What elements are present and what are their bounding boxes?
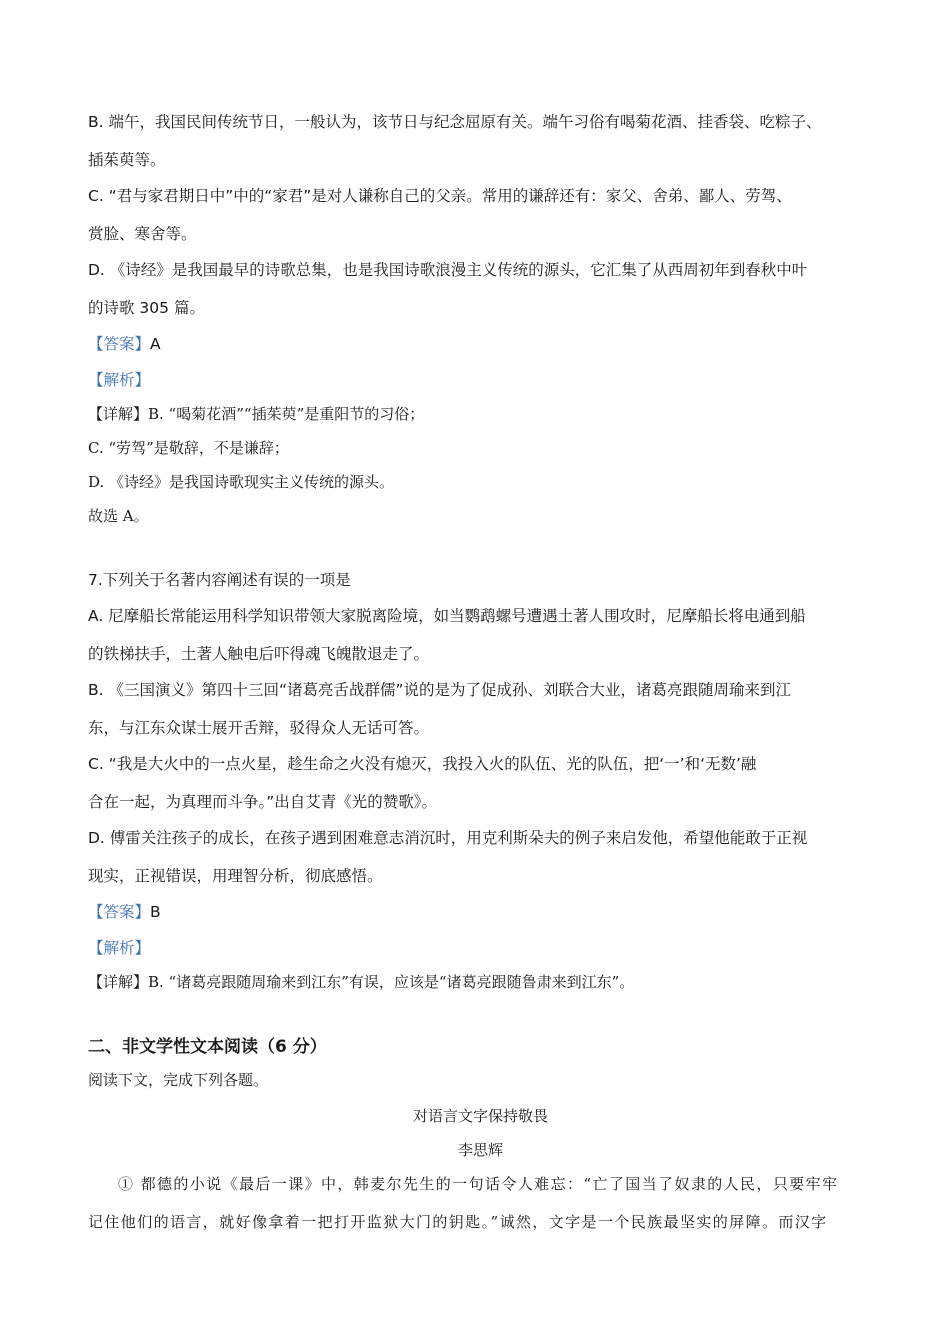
q6-answer-label: 【答案】 xyxy=(88,335,151,353)
q7-option-a-line1: A. 尼摩船长常能运用科学知识带领大家脱离险境，如当鹦鹉螺号遭遇土著人围攻时，尼摩船长将电通到船 xyxy=(88,607,806,625)
q6-detail-line4: 故选 A。 xyxy=(88,507,149,525)
article-author: 李思辉 xyxy=(457,1141,503,1159)
q6-analysis-label: 【解析】 xyxy=(88,371,151,389)
q7-answer-label: 【答案】 xyxy=(88,903,151,921)
q6-detail-line3: D. 《诗经》是我国诗歌现实主义传统的源头。 xyxy=(88,473,395,491)
q6-option-c-line2: 赏脸、寒舍等。 xyxy=(88,225,197,243)
q7-option-b-line1: B. 《三国演义》第四十三回“诸葛亮舌战群儒”说的是为了促成孙、刘联合大业，诸葛亮跟随周瑜来到江 xyxy=(88,681,792,699)
q7-option-c-line2: 合在一起，为真理而斗争。”出自艾青《光的赞歌》。 xyxy=(88,793,438,811)
article-paragraph-1-line1: ① 都德的小说《最后一课》中，韩麦尔先生的一句话令人难忘：“亡了国当了奴隶的人民，只要牢牢 xyxy=(118,1175,839,1193)
q6-option-b-line1: B. 端午，我国民间传统节日，一般认为，该节日与纪念屈原有关。端午习俗有喝菊花酒、挂香袋、吃粽子、 xyxy=(88,113,822,131)
q6-detail-line1: 【详解】B. “喝菊花酒”“插茱萸”是重阳节的习俗； xyxy=(88,405,425,423)
q7-option-b-line2: 东，与江东众谋士展开舌辩，驳得众人无话可答。 xyxy=(88,719,430,737)
q7-option-d-line1: D. 傅雷关注孩子的成长，在孩子遇到困难意志消沉时，用克利斯朵夫的例子来启发他，希望他能敢于正视 xyxy=(88,829,808,847)
article-paragraph-1-line2: 记住他们的语言，就好像拿着一把打开监狱大门的钥匙。”诚然，文字是一个民族最坚实的屏障。而汉字 xyxy=(88,1213,828,1231)
q7-detail-line1: 【详解】B. “诸葛亮跟随周瑜来到江东”有误，应该是“诸葛亮跟随鲁肃来到江东”。 xyxy=(88,973,635,991)
q6-option-b-line2: 插茱萸等。 xyxy=(88,151,166,169)
q7-analysis-label: 【解析】 xyxy=(88,939,151,957)
q7-answer-value: B xyxy=(150,903,161,921)
article-title: 对语言文字保持敬畏 xyxy=(412,1107,548,1125)
document-page xyxy=(88,112,873,1232)
section-title: 二、非文学性文本阅读（6 分） xyxy=(88,1037,327,1057)
q6-answer xyxy=(88,334,873,354)
q6-answer-value: A xyxy=(150,335,161,353)
q6-option-c-line1: C. “君与家君期日中”中的“家君”是对人谦称自己的父亲。常用的谦辞还有：家父、舍弟、鄙人、劳驾、 xyxy=(88,187,792,205)
q6-detail-line2: C. “劳驾”是敬辞，不是谦辞； xyxy=(88,439,289,457)
section-instruction: 阅读下文，完成下列各题。 xyxy=(88,1071,269,1089)
q7-option-d-line2: 现实，正视错误，用理智分析，彻底感悟。 xyxy=(88,867,383,885)
q7-option-c-line1: C. “我是大火中的一点火星，趁生命之火没有熄灭，我投入火的队伍、光的队伍，把‘一’和‘无数’融 xyxy=(88,755,757,773)
q6-option-d-line2: 的诗歌 305 篇。 xyxy=(88,299,205,317)
q6-option-d-line1: D. 《诗经》是我国最早的诗歌总集，也是我国诗歌浪漫主义传统的源头，它汇集了从西周初年到春秋中叶 xyxy=(88,261,808,279)
q7-answer xyxy=(88,902,873,922)
q7-option-a-line2: 的铁梯扶手，土著人触电后吓得魂飞魄散退走了。 xyxy=(88,645,430,663)
q7-question: 7.下列关于名著内容阐述有误的一项是 xyxy=(88,571,351,589)
